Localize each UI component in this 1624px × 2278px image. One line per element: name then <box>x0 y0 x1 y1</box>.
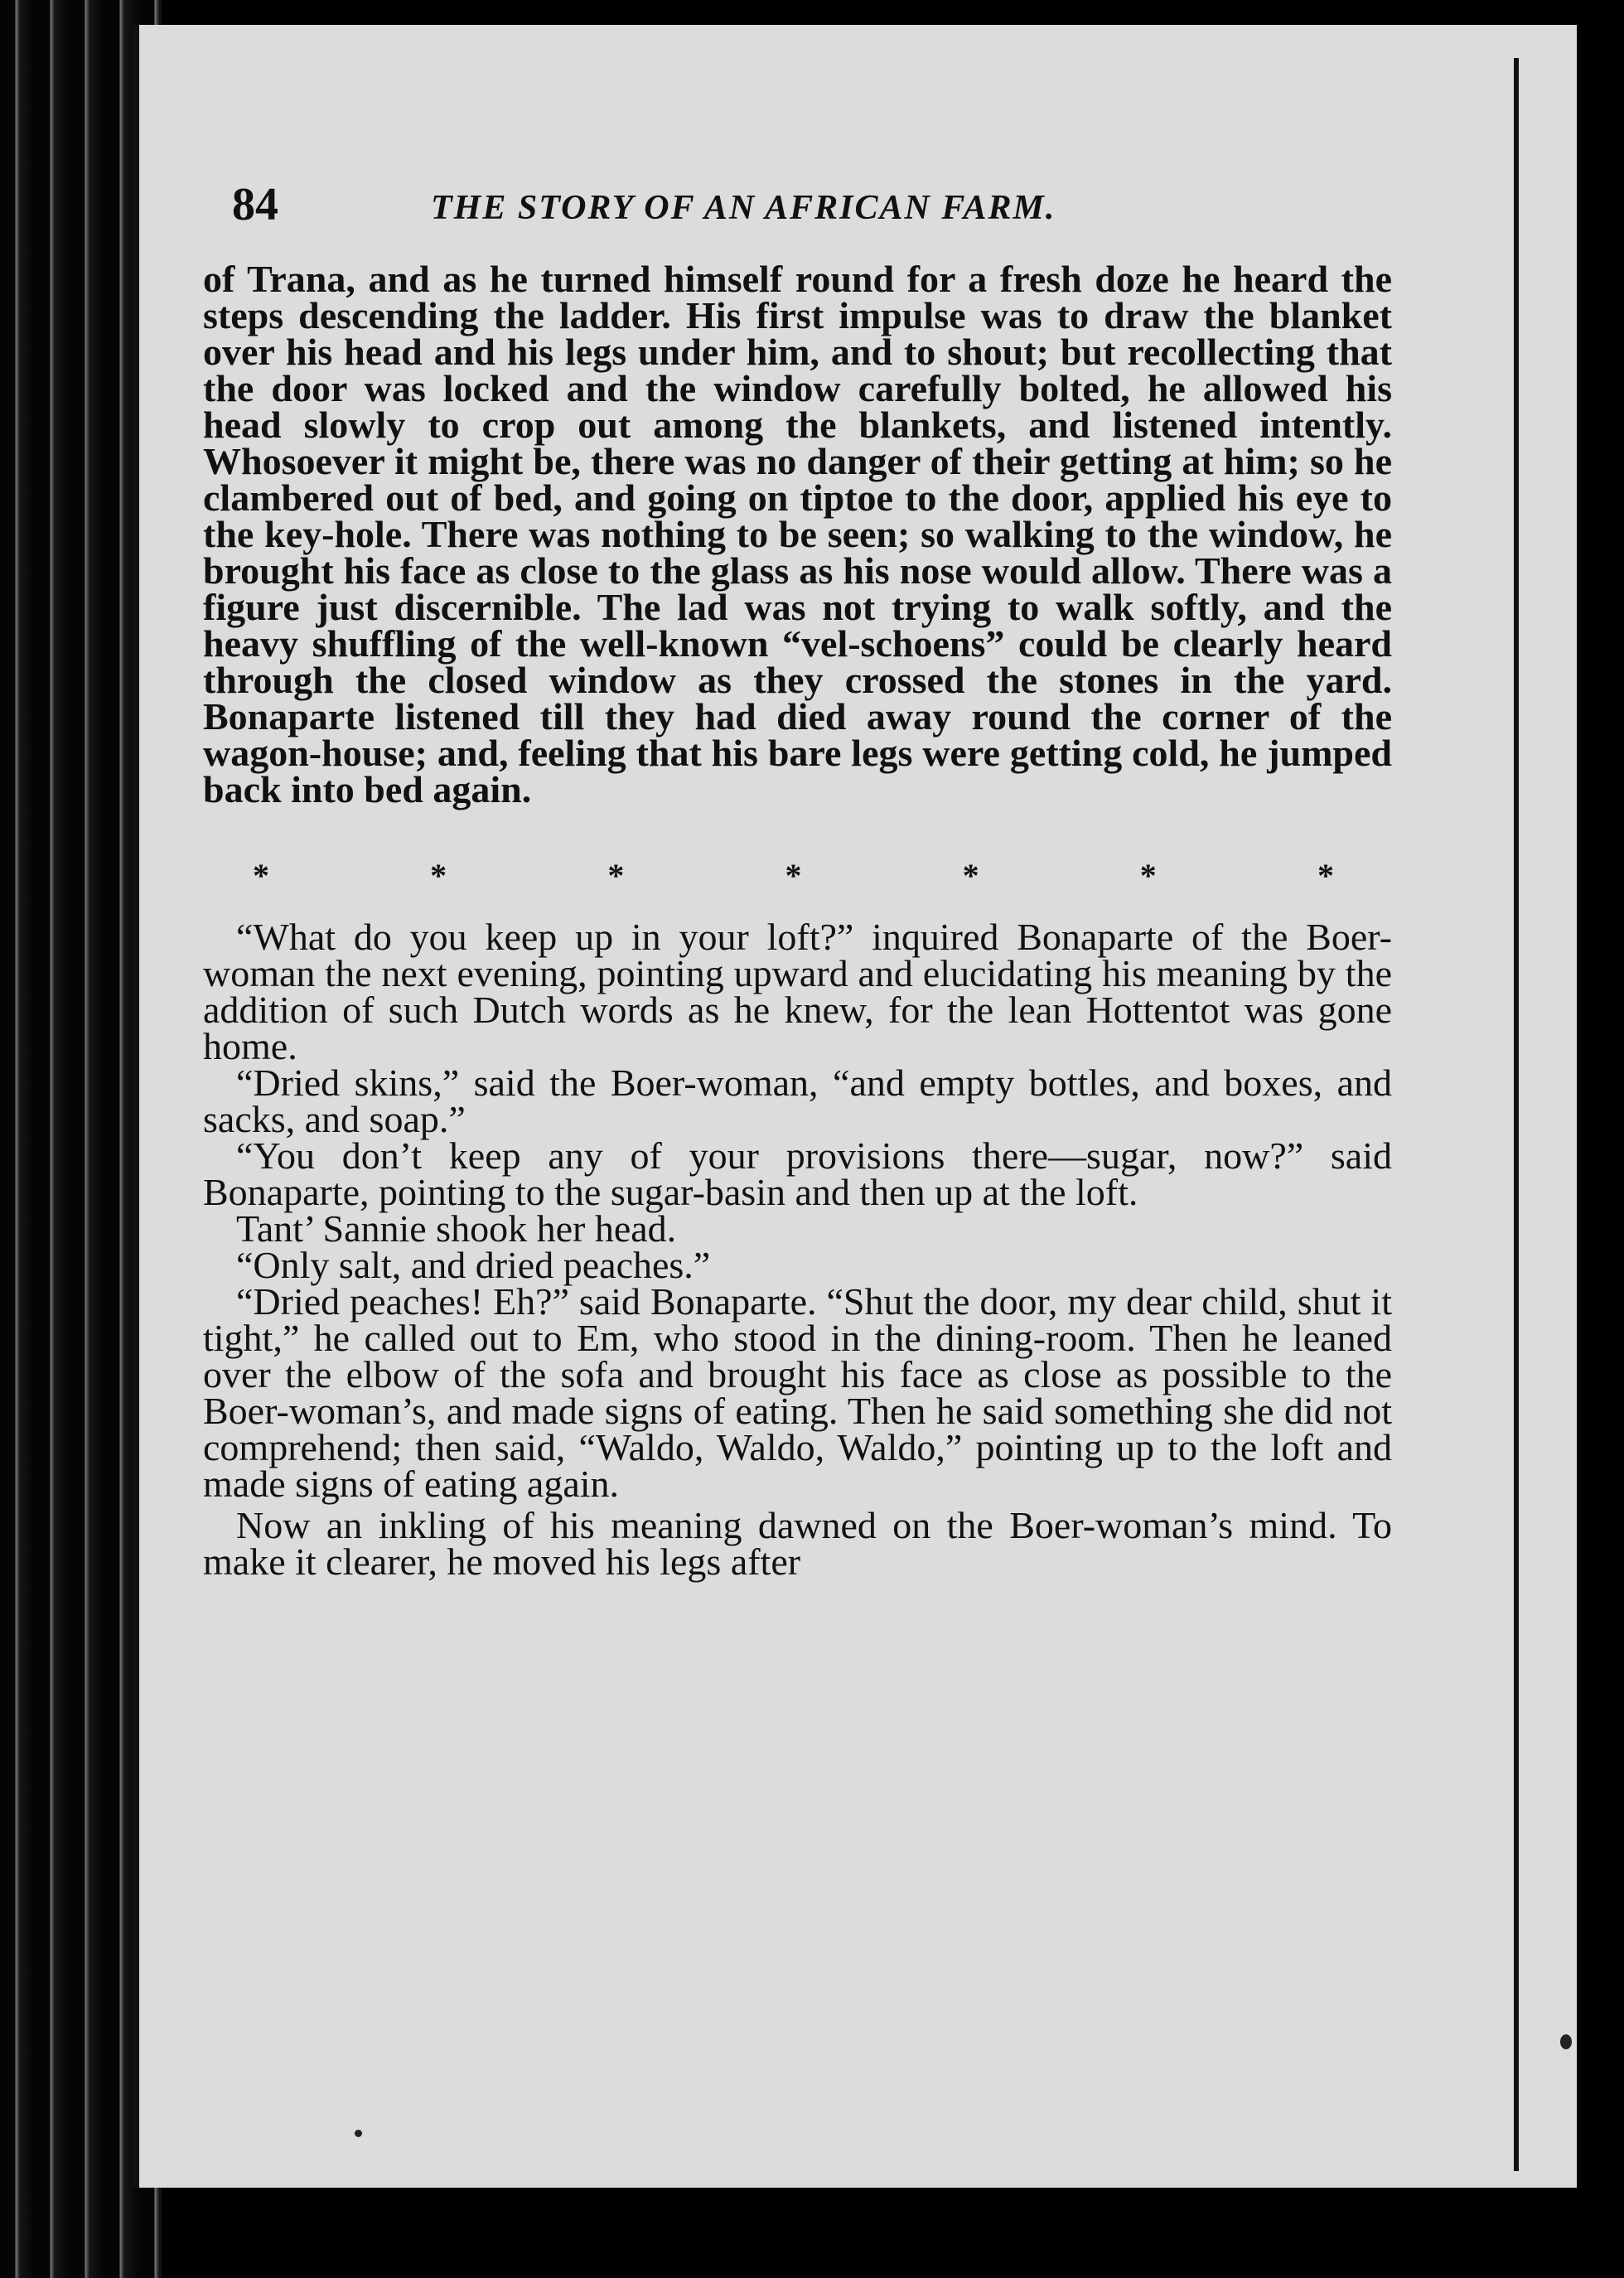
paragraph: “You don’t keep any of your provisions there—sugar, now?” said Bonaparte, pointing to the sugar-basin and then up at the loft. <box>203 1134 1392 1213</box>
body-text <box>203 258 1392 1583</box>
asterisk: * <box>962 857 979 894</box>
asterisk: * <box>607 857 625 894</box>
asterisk: * <box>430 857 447 894</box>
asterisk: * <box>1317 857 1334 894</box>
paragraph: “Dried peaches! Eh?” said Bonaparte. “Shut the door, my dear child, shut it tight,” he called out to Em, who stood in the dining-room. Then he leaned over the elbow of the sofa and brought his face as close as possible to the Boer-woman’s, and made signs of eating. Then he said something she did not comprehend; then said, “Waldo, Waldo, Waldo,” pointing up to the loft and made signs of eating again. <box>203 1280 1392 1505</box>
asterisk: * <box>1139 857 1157 894</box>
paragraph: Now an inkling of his meaning dawned on the Boer-woman’s mind. To make it clearer, he moved his legs after <box>203 1504 1392 1583</box>
ink-speck <box>1560 2034 1572 2049</box>
running-head: THE STORY OF AN AFRICAN FARM. <box>431 189 1056 227</box>
page-number: 84 <box>232 179 278 230</box>
ink-speck <box>355 2130 362 2137</box>
paragraph: of Trana, and as he turned himself round for a fresh doze he heard the steps descending the ladder. His first impulse was to draw the blanket over his head and his legs under him, and to shout; but recollecting that the door was locked and the window carefully bolted, he allowed his head slowly to crop out among the blankets, and listened intently. Whosoever it might be, there was no danger of their getting at him; so he clambered out of bed, and going on tiptoe to the door, applied his eye to the key-hole. There was nothing to be seen; so walking to the window, he brought his face as close to the glass as his nose would allow. There was a figure just discernible. The lad was not trying to walk softly, and the heavy shuffling of the well-known “vel-schoens” could be clearly heard through the closed window as they crossed the stones in the yard. Bonaparte listened till they had died away round the corner of the wagon-house; and, feeling that his bare legs were getting cold, he jumped back into bed again. <box>203 258 1392 810</box>
gutter-line <box>1514 58 1519 2171</box>
page-header <box>232 178 1226 244</box>
paragraph: “Dried skins,” said the Boer-woman, “and empty bottles, and boxes, and sacks, and soap.” <box>203 1062 1392 1140</box>
paragraph: “What do you keep up in your loft?” inquired Bonaparte of the Boer-woman the next evening, pointing upward and elucidating his meaning by the addition of such Dutch words as he knew, for the lean Hottentot was gone home. <box>203 916 1392 1067</box>
section-break <box>203 858 1392 894</box>
paragraph: “Only salt, and dried peaches.” <box>236 1244 711 1286</box>
asterisk: * <box>253 857 269 894</box>
asterisk: * <box>785 857 802 894</box>
paragraph: Tant’ Sannie shook her head. <box>236 1207 677 1250</box>
